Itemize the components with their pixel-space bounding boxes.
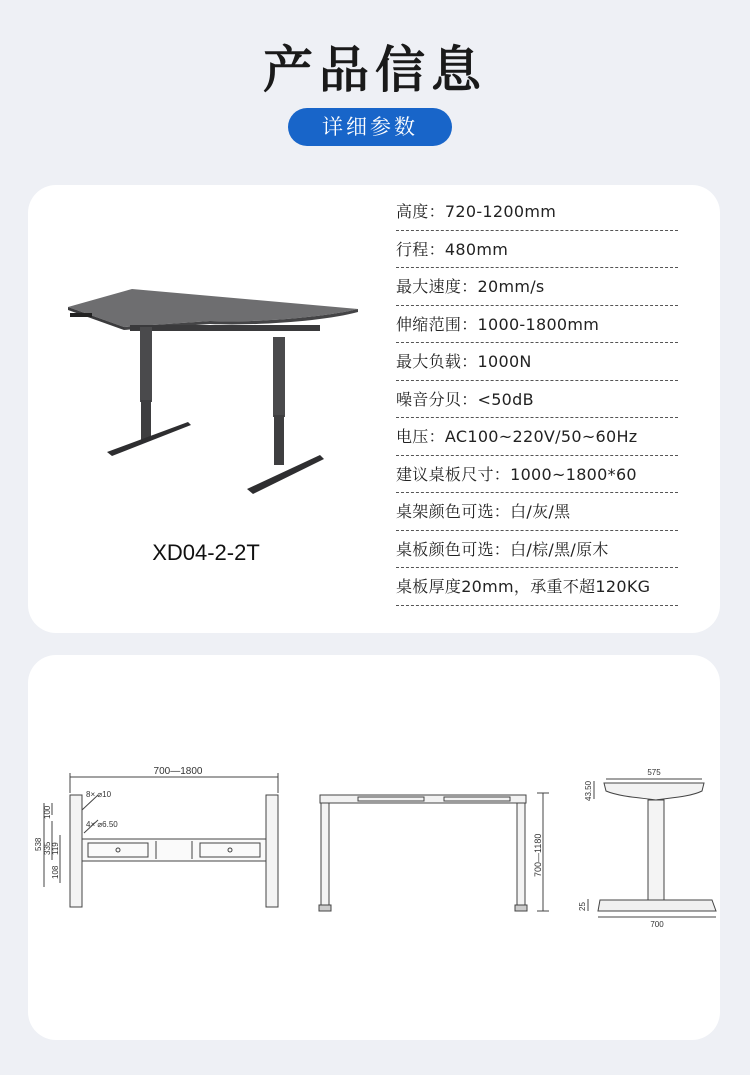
dim-d3: 119 [51, 842, 60, 855]
spec-item: 行程：480mm [396, 231, 678, 269]
dim-side-foot-h: 25 [578, 902, 587, 911]
top-view [34, 766, 278, 907]
page-title: 产品信息 [263, 41, 487, 99]
dim-side-thickness: 43.50 [584, 780, 593, 801]
spec-item: 高度：720-1200mm [396, 193, 678, 231]
desk-image [60, 285, 370, 495]
side-view [578, 768, 716, 929]
drawing-card [28, 655, 720, 1040]
dim-side-top: 575 [647, 768, 661, 777]
spec-item: 桌板颜色可选：白/棕/黑/原木 [396, 531, 678, 569]
dim-side-foot-w: 700 [650, 920, 664, 929]
spec-item: 最大负载：1000N [396, 343, 678, 381]
dim-d2: 335 [43, 841, 52, 855]
spec-item: 电压：AC100~220V/50~60Hz [396, 418, 678, 456]
dim-d1: 100 [43, 805, 52, 819]
spec-item: 伸缩范围：1000-1800mm [396, 306, 678, 344]
dim-d4: 108 [51, 865, 60, 879]
spec-item: 桌架颜色可选：白/灰/黑 [396, 493, 678, 531]
spec-item: 桌板厚度20mm，承重不超120KG [396, 568, 678, 606]
technical-drawing [28, 655, 720, 1040]
spec-item: 建议桌板尺寸：1000~1800*60 [396, 456, 678, 494]
dim-holes-a: 8× ⌀10 [86, 790, 112, 799]
spec-item: 最大速度：20mm/s [396, 268, 678, 306]
dim-holes-b: 4× ⌀6.50 [86, 820, 118, 829]
spec-card [28, 185, 720, 633]
model-number: XD04-2-2T [152, 540, 260, 565]
dim-top-width: 700—1800 [153, 766, 203, 777]
dim-depth: 538 [34, 837, 43, 851]
spec-item: 噪音分贝：<50dB [396, 381, 678, 419]
front-view [319, 793, 549, 911]
dim-front-height: 700—1180 [533, 833, 543, 877]
section-badge: 详细参数 [288, 108, 452, 146]
spec-list [396, 193, 678, 606]
